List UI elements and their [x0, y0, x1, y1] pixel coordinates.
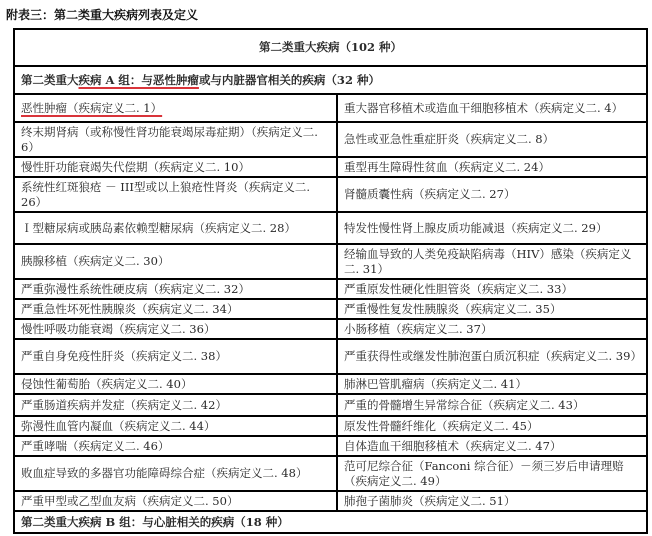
disease-cell-left — [14, 94, 337, 122]
disease-cell-left: 败血症导致的多器官功能障碍综合症（疾病定义二. 48） — [14, 456, 337, 491]
disease-cell-right: 重型再生障碍性贫血（疾病定义二. 24） — [337, 157, 647, 177]
disease-cell-left: 严重急性坏死性胰腺炎（疾病定义二. 34） — [14, 299, 337, 319]
table-row — [14, 416, 647, 436]
disease-cell-left: 严重哮喘（疾病定义二. 46） — [14, 436, 337, 456]
table-row — [14, 244, 647, 279]
disease-cell-right: 严重原发性硬化性胆管炎（疾病定义二. 33） — [337, 279, 647, 299]
disease-cell-right: 自体造血干细胞移植术（疾病定义二. 47） — [337, 436, 647, 456]
disease-cell-left: 慢性呼吸功能衰竭（疾病定义二. 36） — [14, 319, 337, 339]
table-row — [14, 319, 647, 339]
group-a-header — [14, 66, 647, 94]
disease-cell-right: 重大器官移植术或造血干细胞移植术（疾病定义二. 4） — [337, 94, 647, 122]
table-title-row — [14, 29, 647, 66]
table-row — [14, 122, 647, 157]
disease-cell-right: 肺孢子菌肺炎（疾病定义二. 51） — [337, 491, 647, 511]
disease-cell-right: 肾髓质囊性病（疾病定义二. 27） — [337, 177, 647, 212]
table-row — [14, 436, 647, 456]
disease-cell-right: 严重慢性复发性胰腺炎（疾病定义二. 35） — [337, 299, 647, 319]
disease-cell-left: 严重肠道疾病并发症（疾病定义二. 42） — [14, 394, 337, 416]
table-row — [14, 374, 647, 394]
table-row — [14, 299, 647, 319]
document-title: 附表三：第二类重大疾病列表及定义 — [6, 8, 199, 22]
table-row — [14, 177, 647, 212]
disease-cell-left: 严重自身免疫性肝炎（疾病定义二. 38） — [14, 339, 337, 374]
disease-cell-left: Ｉ型糖尿病或胰岛素依赖型糖尿病（疾病定义二. 28） — [14, 212, 337, 244]
disease-cell-left: 系统性红斑狼疮 － III型或以上狼疮性肾炎（疾病定义二. 26） — [14, 177, 337, 212]
disease-name-highlighted: 恶性肿瘤（疾病定义二. 1） — [21, 100, 163, 115]
disease-cell-right: 肺淋巴管肌瘤病（疾病定义二. 41） — [337, 374, 647, 394]
table-row — [14, 394, 647, 416]
group-a-prefix: 第二类重大 — [21, 72, 79, 87]
group-a-suffix: 或与内脏器官相关的疾病（32 种） — [198, 72, 380, 87]
disease-cell-right: 急性或亚急性重症肝炎（疾病定义二. 8） — [337, 122, 647, 157]
disease-cell-right: 经输血导致的人类免疫缺陷病毒（HIV）感染（疾病定义二. 31） — [337, 244, 647, 279]
disease-cell-right: 特发性慢性肾上腺皮质功能减退（疾病定义二. 29） — [337, 212, 647, 244]
disease-cell-right: 小肠移植（疾病定义二. 37） — [337, 319, 647, 339]
disease-cell-left: 侵蚀性葡萄胎（疾病定义二. 40） — [14, 374, 337, 394]
disease-cell-right: 严重获得性或继发性肺泡蛋白质沉积症（疾病定义二. 39） — [337, 339, 647, 374]
group-b-header-row — [14, 511, 647, 533]
disease-cell-left: 慢性肝功能衰竭失代偿期（疾病定义二. 10） — [14, 157, 337, 177]
table-row — [14, 212, 647, 244]
disease-cell-left: 胰腺移植（疾病定义二. 30） — [14, 244, 337, 279]
table-row — [14, 94, 647, 122]
disease-cell-left: 严重弥漫性系统性硬皮病（疾病定义二. 32） — [14, 279, 337, 299]
table-row — [14, 339, 647, 374]
disease-cell-right: 范可尼综合征（Fanconi 综合征）－须三岁后申请理赔（疾病定义二. 49） — [337, 456, 647, 491]
table-row — [14, 456, 647, 491]
disease-cell-left: 严重甲型或乙型血友病（疾病定义二. 50） — [14, 491, 337, 511]
group-a-underlined-text: 疾病 A 组：与恶性肿瘤 — [78, 72, 199, 87]
group-b-header: 第二类重大疾病 B 组：与心脏相关的疾病（18 种） — [14, 511, 647, 533]
group-a-header-row — [14, 66, 647, 94]
table-row — [14, 157, 647, 177]
disease-cell-left: 终末期肾病（或称慢性肾功能衰竭尿毒症期）（疾病定义二. 6） — [14, 122, 337, 157]
disease-cell-right: 原发性骨髓纤维化（疾病定义二. 45） — [337, 416, 647, 436]
table-row — [14, 279, 647, 299]
table-title: 第二类重大疾病（102 种） — [14, 29, 647, 66]
disease-cell-left: 弥漫性血管内凝血（疾病定义二. 44） — [14, 416, 337, 436]
table-row — [14, 491, 647, 511]
disease-table — [13, 28, 648, 534]
disease-cell-right: 严重的骨髓增生异常综合征（疾病定义二. 43） — [337, 394, 647, 416]
